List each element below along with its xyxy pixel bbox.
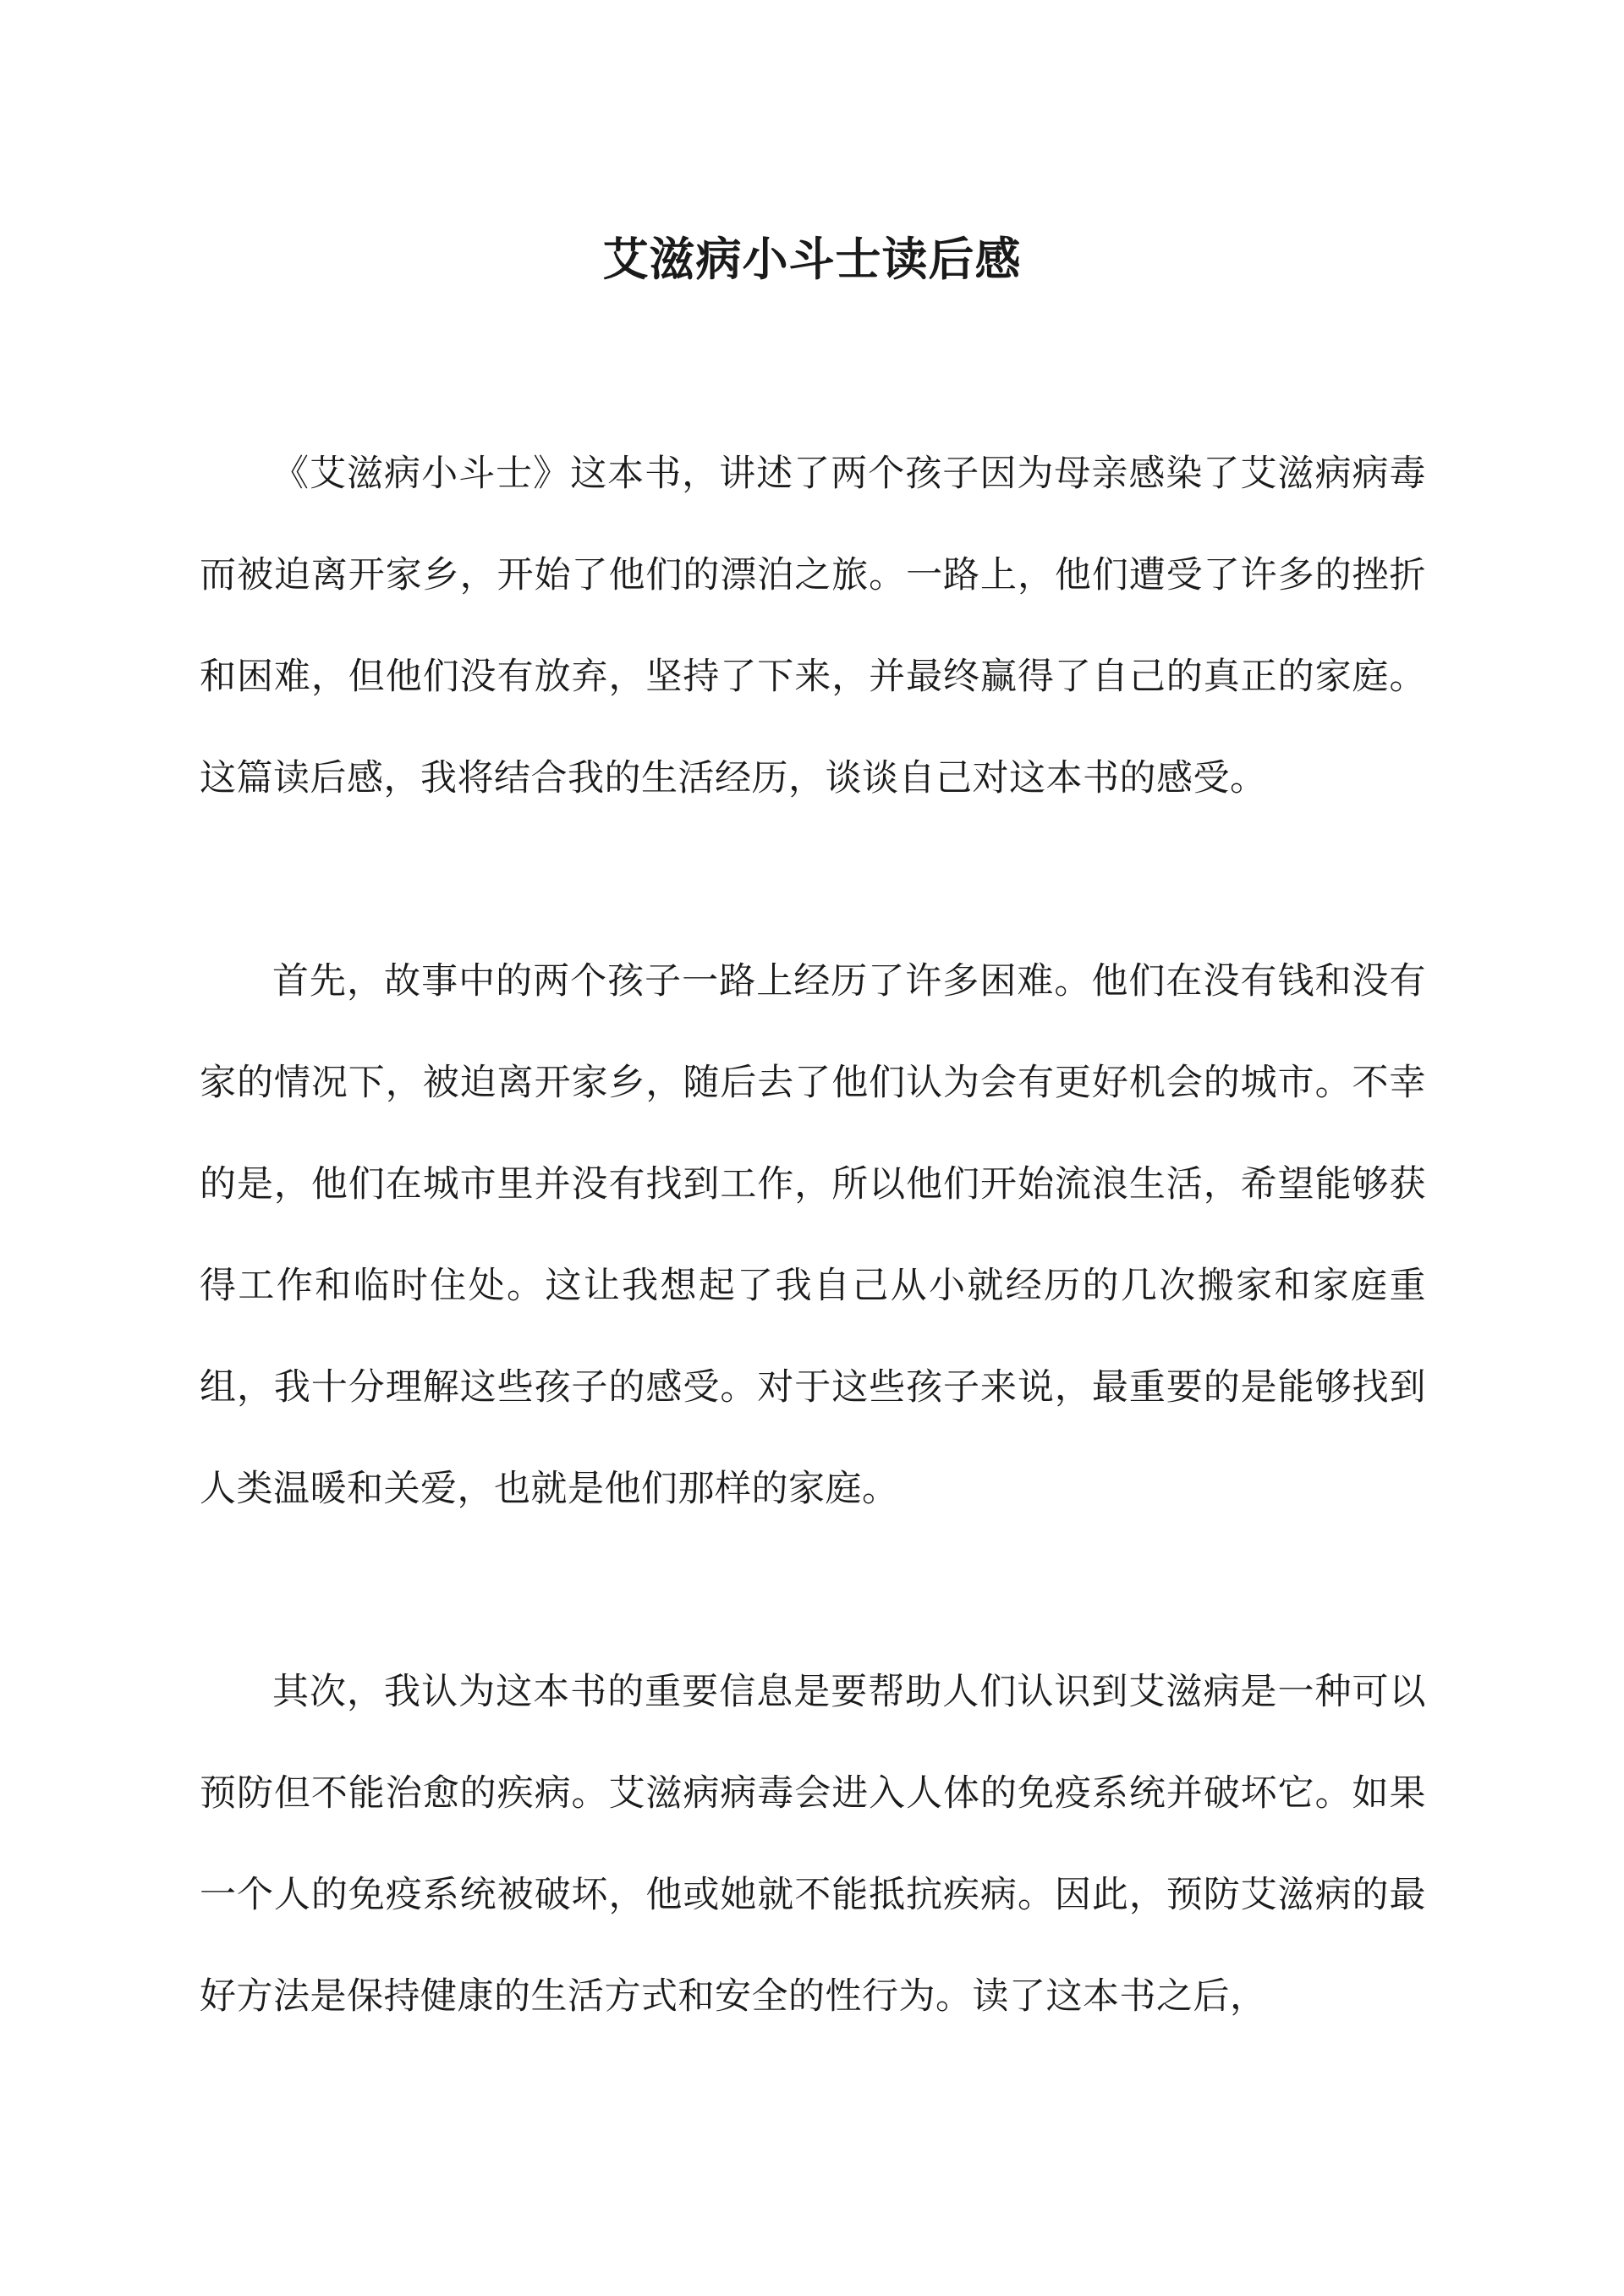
paragraph-second-point: 其次，我认为这本书的重要信息是要帮助人们认识到艾滋病是一种可以预防但不能治愈的疾病。艾滋病病毒会进入人体的免疫系统并破坏它。如果一个人的免疫系统被破坏，他或她就不能抵抗疾病。因此，预防艾滋病的最好方法是保持健康的生活方式和安全的性行为。读了这本书之后， — [200, 1671, 1426, 2018]
paragraph-intro: 《艾滋病小斗士》这本书，讲述了两个孩子因为母亲感染了艾滋病病毒而被迫离开家乡，开始了他们的漂泊之旅。一路上，他们遭受了许多的挫折和困难，但他们没有放弃，坚持了下来，并最终赢得了自己的真正的家庭。这篇读后感，我将结合我的生活经历，谈谈自己对这本书的感受。 — [200, 453, 1426, 799]
document-title: 艾滋病小斗士读后感 — [602, 232, 1022, 287]
paragraph-first-point: 首先，故事中的两个孩子一路上经历了许多困难。他们在没有钱和没有家的情况下，被迫离开家乡，随后去了他们认为会有更好机会的城市。不幸的是，他们在城市里并没有找到工作，所以他们开始流浪生活，希望能够获得工作和临时住处。这让我想起了我自己从小就经历的几次搬家和家庭重组，我十分理解这些孩子的感受。对于这些孩子来说，最重要的是能够找到人类温暖和关爱，也就是他们那样的家庭。 — [200, 960, 1426, 1510]
